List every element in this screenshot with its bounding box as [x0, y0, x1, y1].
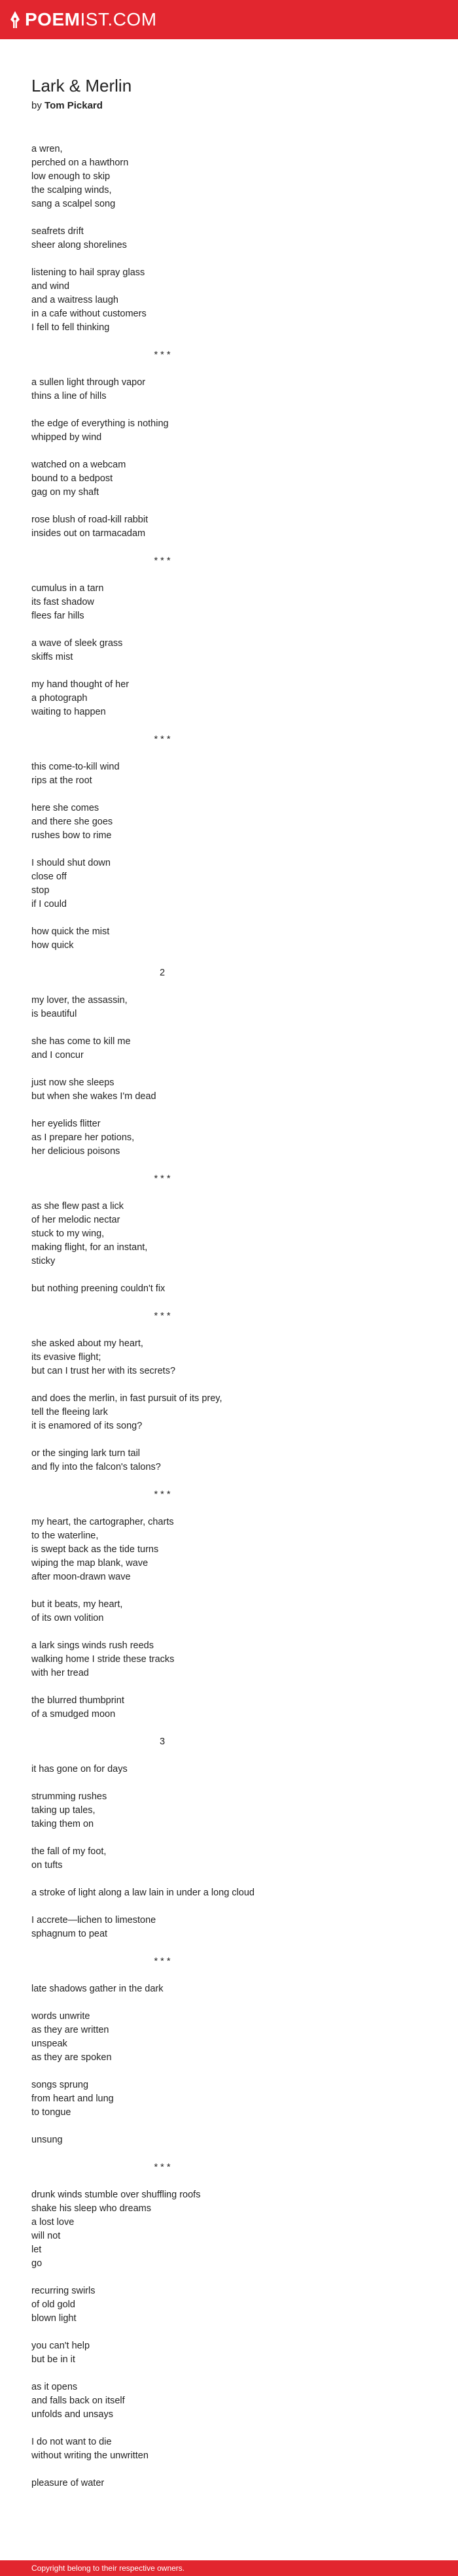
- poem-line: as I prepare her potions,: [31, 1132, 135, 1143]
- poem-line: skiffs mist: [31, 652, 73, 662]
- poem-line: it has gone on for days: [31, 1764, 128, 1774]
- section-separator: * * *: [154, 1174, 171, 1184]
- poem-line: taking up tales,: [31, 1805, 96, 1816]
- poem-line: whipped by wind: [31, 432, 102, 443]
- poem-line: and wind: [31, 281, 70, 292]
- poem-line: as they are written: [31, 2025, 109, 2035]
- stanza: [31, 1516, 427, 1584]
- poem-line: and I concur: [31, 1050, 84, 1060]
- poem-line: cumulus in a tarn: [31, 583, 104, 594]
- stanza: [31, 225, 427, 252]
- site-logo[interactable]: [25, 10, 157, 29]
- poem-line: but when she wakes I'm dead: [31, 1091, 156, 1102]
- poem-line: or the singing lark turn tail: [31, 1448, 141, 1459]
- poem-line: and does the merlin, in fast pursuit of its prey,: [31, 1393, 222, 1404]
- poem-line: if I could: [31, 899, 67, 909]
- poem-line: I fell to fell thinking: [31, 322, 110, 333]
- stanza: [31, 678, 427, 719]
- stanza: [31, 1982, 427, 1996]
- author-name: Tom Pickard: [44, 100, 103, 111]
- poem-line: the scalping winds,: [31, 185, 112, 195]
- poem-line: but be in it: [31, 2354, 75, 2365]
- poem-line: is beautiful: [31, 1009, 77, 1019]
- poem-line: rushes bow to rime: [31, 830, 112, 841]
- poem-line: I should shut down: [31, 858, 111, 868]
- poem-line: thins a line of hills: [31, 391, 107, 401]
- stanza: [31, 1200, 427, 1268]
- poem-line: a lost love: [31, 2217, 75, 2228]
- poem-line: but it beats, my heart,: [31, 1599, 123, 1610]
- stanza: [31, 2010, 427, 2065]
- poem-line: close off: [31, 872, 67, 882]
- poem-line: tell the fleeing lark: [31, 1407, 108, 1417]
- poem-line: of her melodic nectar: [31, 1215, 120, 1225]
- poem-line: pleasure of water: [31, 2478, 105, 2488]
- poem-line: flees far hills: [31, 611, 84, 621]
- poem-line: walking home I stride these tracks: [31, 1654, 175, 1665]
- stanza: [31, 1392, 427, 1433]
- poem-line: its fast shadow: [31, 597, 94, 607]
- stanza: [31, 2339, 427, 2367]
- stanza: [31, 2284, 427, 2326]
- poem-line: taking them on: [31, 1819, 94, 1829]
- poem-line: my heart, the cartographer, charts: [31, 1517, 174, 1527]
- stanza: [31, 513, 427, 541]
- stanza: [31, 1886, 427, 1900]
- poem-line: making flight, for an instant,: [31, 1242, 148, 1253]
- section-separator: * * *: [154, 734, 171, 745]
- poem-line: unspeak: [31, 2039, 67, 2049]
- stanza: [31, 856, 427, 911]
- poem-title: Lark & Merlin: [31, 76, 132, 95]
- poem-line: is swept back as the tide turns: [31, 1544, 159, 1555]
- poem-line: gag on my shaft: [31, 487, 99, 498]
- section-separator: * * *: [154, 556, 171, 566]
- poem-line: but can I trust her with its secrets?: [31, 1366, 176, 1376]
- poem-line: and falls back on itself: [31, 2396, 125, 2406]
- poem-line: sphagnum to peat: [31, 1929, 108, 1939]
- stanza: [31, 1117, 427, 1159]
- poem-line: listening to hail spray glass: [31, 267, 145, 278]
- stanza: [31, 1598, 427, 1625]
- stanza: [31, 1035, 427, 1062]
- poem-line: recurring swirls: [31, 2286, 96, 2296]
- stanza: [31, 1694, 427, 1721]
- stanza: [31, 802, 427, 843]
- poem-line: of its own volition: [31, 1613, 104, 1623]
- poem-line: and fly into the falcon's talons?: [31, 1462, 161, 1472]
- section-separator: * * *: [154, 1311, 171, 1321]
- poem-line: as they are spoken: [31, 2052, 112, 2063]
- poem-line: I accrete—lichen to limestone: [31, 1915, 156, 1925]
- byline: [31, 100, 427, 111]
- poem-line: she has come to kill me: [31, 1036, 131, 1047]
- stanza: [31, 1639, 427, 1680]
- stanza: [31, 1076, 427, 1104]
- section-separator: * * *: [154, 2162, 171, 2173]
- poem-line: of old gold: [31, 2299, 75, 2310]
- poem-line: as she flew past a lick: [31, 1201, 124, 1212]
- poem-line: strumming rushes: [31, 1791, 107, 1802]
- poem-line: wiping the map blank, wave: [31, 1558, 149, 1568]
- poem-line: will not: [31, 2231, 61, 2241]
- poem-line: and a waitress laugh: [31, 295, 118, 305]
- stanza: [31, 1845, 427, 1873]
- poem-line: and there she goes: [31, 817, 113, 827]
- poem-line: unsung: [31, 2135, 63, 2145]
- stanza: [31, 2435, 427, 2463]
- poem-line: stuck to my wing,: [31, 1229, 105, 1239]
- stanza: [31, 2133, 427, 2147]
- section-separator: 3: [159, 1737, 166, 1747]
- poem-line: a sullen light through vapor: [31, 377, 146, 388]
- poem-line: waiting to happen: [31, 707, 106, 717]
- poem-line: her delicious poisons: [31, 1146, 120, 1157]
- poem-line: her eyelids flitter: [31, 1119, 101, 1129]
- poem-line: words unwrite: [31, 2011, 90, 2022]
- poem-line: how quick the mist: [31, 926, 110, 937]
- poem-line: here she comes: [31, 803, 99, 813]
- section-separator: * * *: [154, 1489, 171, 1500]
- section-separator: 2: [159, 968, 166, 978]
- stanza: [31, 143, 427, 211]
- poem-line: drunk winds stumble over shuffling roofs: [31, 2190, 201, 2200]
- poem-line: low enough to skip: [31, 171, 111, 182]
- poem-line: stop: [31, 885, 50, 896]
- poem-line: bound to a bedpost: [31, 473, 113, 484]
- logo-part-poem: POEM: [25, 9, 80, 29]
- stanza: [31, 994, 427, 1021]
- poem-line: sheer along shorelines: [31, 240, 127, 250]
- poem-line: a lark sings winds rush reeds: [31, 1640, 154, 1651]
- poem-line: my hand thought of her: [31, 679, 130, 690]
- stanza: [31, 1763, 427, 1776]
- logo-part-ist: IST.COM: [80, 9, 157, 29]
- poem-line: the fall of my foot,: [31, 1846, 107, 1857]
- poem-line: sticky: [31, 1256, 56, 1266]
- poem-line: a stroke of light along a law lain in under a long cloud: [31, 1888, 255, 1898]
- stanza: [31, 582, 427, 623]
- poem-line: without writing the unwritten: [31, 2450, 149, 2461]
- poem-line: it is enamored of its song?: [31, 1421, 143, 1431]
- poem-line: songs sprung: [31, 2080, 89, 2090]
- poem-line: seafrets drift: [31, 226, 84, 237]
- poem-line: the edge of everything is nothing: [31, 418, 169, 429]
- stanza: [31, 1337, 427, 1378]
- poem-line: blown light: [31, 2313, 77, 2324]
- poem-line: on tufts: [31, 1860, 63, 1871]
- poem-line: a wren,: [31, 144, 63, 154]
- stanza: [31, 637, 427, 664]
- poem-content: [0, 39, 458, 2560]
- stanza: [31, 417, 427, 445]
- stanza: [31, 2381, 427, 2422]
- site-header: [0, 0, 458, 39]
- poem-line: as it opens: [31, 2382, 78, 2392]
- stanza: [31, 1914, 427, 1941]
- poem-line: of a smudged moon: [31, 1709, 116, 1720]
- poem-line: with her tread: [31, 1668, 89, 1678]
- stanza: [31, 925, 427, 953]
- poem-line: but nothing preening couldn't fix: [31, 1283, 166, 1294]
- poem-line: perched on a hawthorn: [31, 158, 129, 168]
- poem-line: a wave of sleek grass: [31, 638, 123, 649]
- poem-line: insides out on tarmacadam: [31, 528, 146, 539]
- poem-line: unfolds and unsays: [31, 2409, 113, 2420]
- section-separator: * * *: [154, 1956, 171, 1967]
- poem-line: a photograph: [31, 693, 88, 703]
- poem-line: its evasive flight;: [31, 1352, 101, 1363]
- poem-line: from heart and lung: [31, 2093, 114, 2104]
- stanza: [31, 376, 427, 403]
- poem-line: sang a scalpel song: [31, 199, 116, 209]
- poem-line: she asked about my heart,: [31, 1338, 143, 1349]
- stanza: [31, 1447, 427, 1474]
- poem-line: this come-to-kill wind: [31, 762, 120, 772]
- poem-line: to tongue: [31, 2107, 71, 2118]
- poem-line: you can't help: [31, 2341, 90, 2351]
- poem-line: how quick: [31, 940, 74, 951]
- section-separator: * * *: [154, 350, 171, 360]
- poem-line: go: [31, 2258, 43, 2269]
- footer-bar: [0, 2560, 458, 2576]
- poem-line: shake his sleep who dreams: [31, 2203, 151, 2214]
- poem-line: to the waterline,: [31, 1531, 99, 1541]
- stanza: [31, 1282, 427, 1296]
- poem-line: I do not want to die: [31, 2437, 112, 2447]
- copyright-text: Copyright belong to their respective owners.: [31, 2564, 185, 2573]
- poem-line: just now she sleeps: [31, 1077, 114, 1088]
- poem-line: the blurred thumbprint: [31, 1695, 124, 1706]
- by-label: by: [31, 100, 42, 111]
- stanza: [31, 458, 427, 500]
- stanza: [31, 760, 427, 788]
- poem-line: let: [31, 2245, 42, 2255]
- stanza: [31, 1790, 427, 1831]
- fountain-pen-nib-icon[interactable]: [9, 10, 21, 29]
- poem-line: rose blush of road-kill rabbit: [31, 515, 149, 525]
- poem-body: [31, 143, 427, 2490]
- stanza: [31, 2188, 427, 2271]
- poem-line: in a cafe without customers: [31, 309, 147, 319]
- poem-line: my lover, the assassin,: [31, 995, 128, 1006]
- poem-line: late shadows gather in the dark: [31, 1984, 164, 1994]
- stanza: [31, 2078, 427, 2120]
- poem-line: after moon-drawn wave: [31, 1572, 131, 1582]
- stanza: [31, 2477, 427, 2490]
- poem-line: watched on a webcam: [31, 460, 126, 470]
- stanza: [31, 266, 427, 335]
- poem-line: rips at the root: [31, 775, 92, 786]
